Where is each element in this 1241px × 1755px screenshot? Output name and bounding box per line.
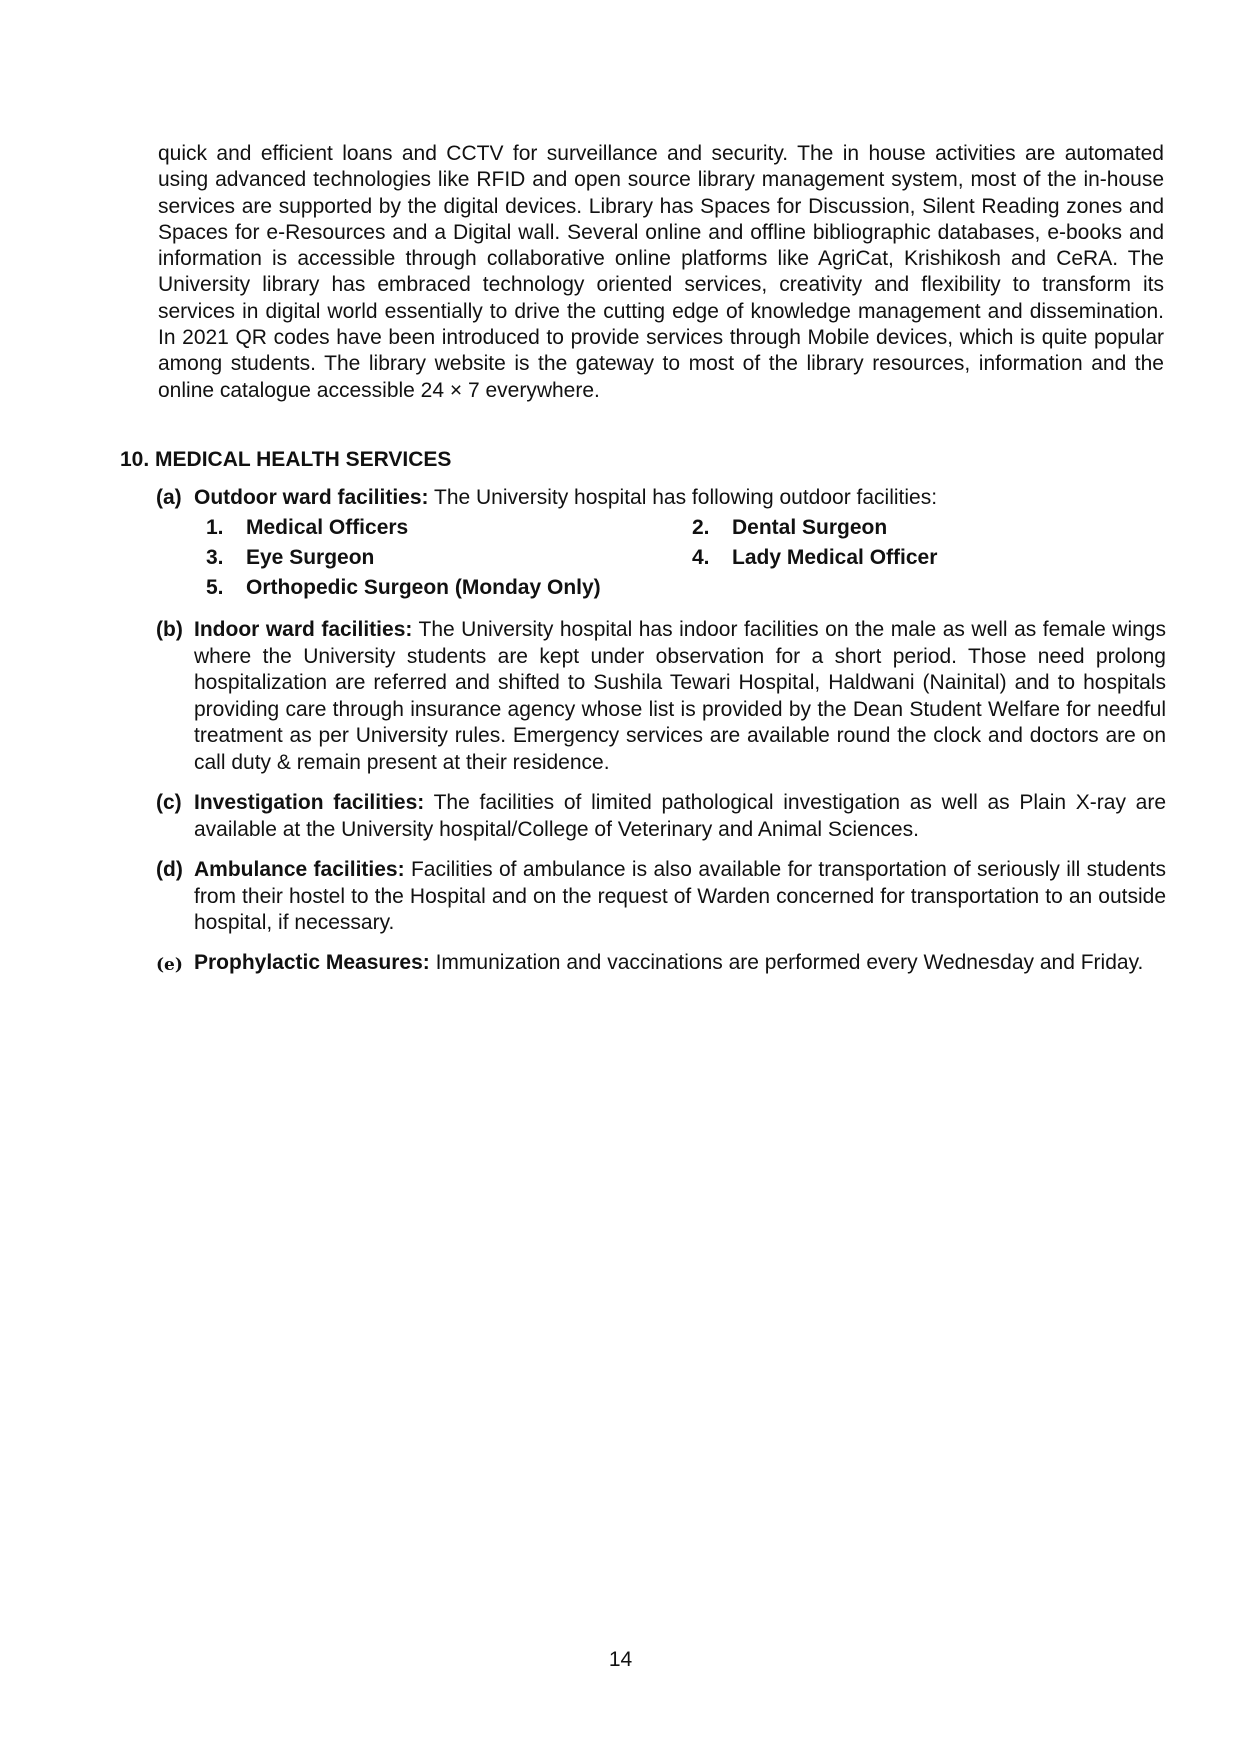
list-item	[692, 546, 937, 570]
item-letter: (a)	[156, 486, 182, 509]
list-number: 5.	[206, 576, 224, 599]
list-number: 2.	[692, 516, 710, 539]
item-title: Investigation facilities:	[194, 791, 425, 814]
item-ambulance	[156, 857, 1166, 937]
list-label: Dental Surgeon	[732, 516, 888, 539]
list-label: Eye Surgeon	[246, 546, 375, 569]
list-label: Medical Officers	[246, 516, 409, 539]
list-item	[692, 516, 887, 540]
list-item	[206, 516, 408, 540]
page-number: 14	[608, 1648, 633, 1671]
list-label: Lady Medical Officer	[732, 546, 938, 569]
item-body	[194, 950, 1166, 977]
list-item	[206, 576, 601, 600]
item-title: Prophylactic Measures:	[194, 951, 430, 974]
item-title: Outdoor ward facilities:	[194, 486, 429, 509]
item-title: Ambulance facilities:	[194, 858, 405, 881]
list-label: Orthopedic Surgeon (Monday Only)	[246, 576, 601, 599]
item-letter: (d)	[156, 858, 183, 881]
item-text: Immunization and vaccinations are performed every Wednesday and Friday.	[429, 951, 1144, 974]
item-letter: (c)	[156, 791, 182, 814]
library-paragraph: quick and efficient loans and CCTV for surveillance and security. The in house activities are automated using advanced technologies like RFID and open source library management system, most of the in-house services are supported by the digital devices. Library has Spaces for Discussion, Silent Reading zones and Spaces for e-Resources and a Digital wall. Several online and offline bibliographic databases, e-books and information is accessible through collaborative online platforms like AgriCat, Krishikosh and CeRA. The University library has embraced technology oriented services, creativity and flexibility to transform its services in digital world essentially to drive the cutting edge of knowledge management and dissemination. In 2021 QR codes have been introduced to provide services through Mobile devices, which is quite popular among students. The library website is the gateway to most of the library resources, information and the online catalogue accessible 24 × 7 everywhere.	[158, 142, 1164, 402]
item-letter: (e)	[156, 955, 183, 975]
list-item	[206, 546, 374, 570]
item-text: Facilities of ambulance is also available for transportation of seriously ill students from their hostel to the Hospital and on the request of Warden concerned for transportation to an outside hospital, if necessary.	[194, 858, 1167, 934]
item-body	[194, 857, 1166, 937]
item-outdoor-ward	[156, 485, 1166, 512]
item-text: The University hospital has indoor facilities on the male as well as female wings where the University students are kept under observation for a short period. Those need prolong hospitalization are referred and shifted to Sushila Tewari Hospital, Haldwani (Nainital) and to hospitals providing care through insurance agency whose list is provided by the Dean Student Welfare for needful treatment as per University rules. Emergency services are available round the clock and doctors are on call duty & remain present at their residence.	[194, 618, 1166, 774]
item-letter: (b)	[156, 618, 183, 641]
item-title: Indoor ward facilities:	[194, 618, 413, 641]
list-number: 3.	[206, 546, 224, 569]
item-body	[194, 790, 1166, 843]
item-text: The University hospital has following outdoor facilities:	[428, 486, 938, 509]
section-heading: 10. MEDICAL HEALTH SERVICES	[120, 448, 452, 471]
list-number: 1.	[206, 516, 224, 539]
item-body	[194, 485, 1166, 512]
item-body	[194, 617, 1166, 776]
list-number: 4.	[692, 546, 710, 569]
item-text: The facilities of limited pathological investigation as well as Plain X-ray are available at the University hospital/College of Veterinary and Animal Sciences.	[194, 791, 1166, 841]
item-prophylactic	[156, 950, 1166, 977]
item-investigation	[156, 790, 1166, 843]
item-indoor-ward	[156, 617, 1166, 776]
